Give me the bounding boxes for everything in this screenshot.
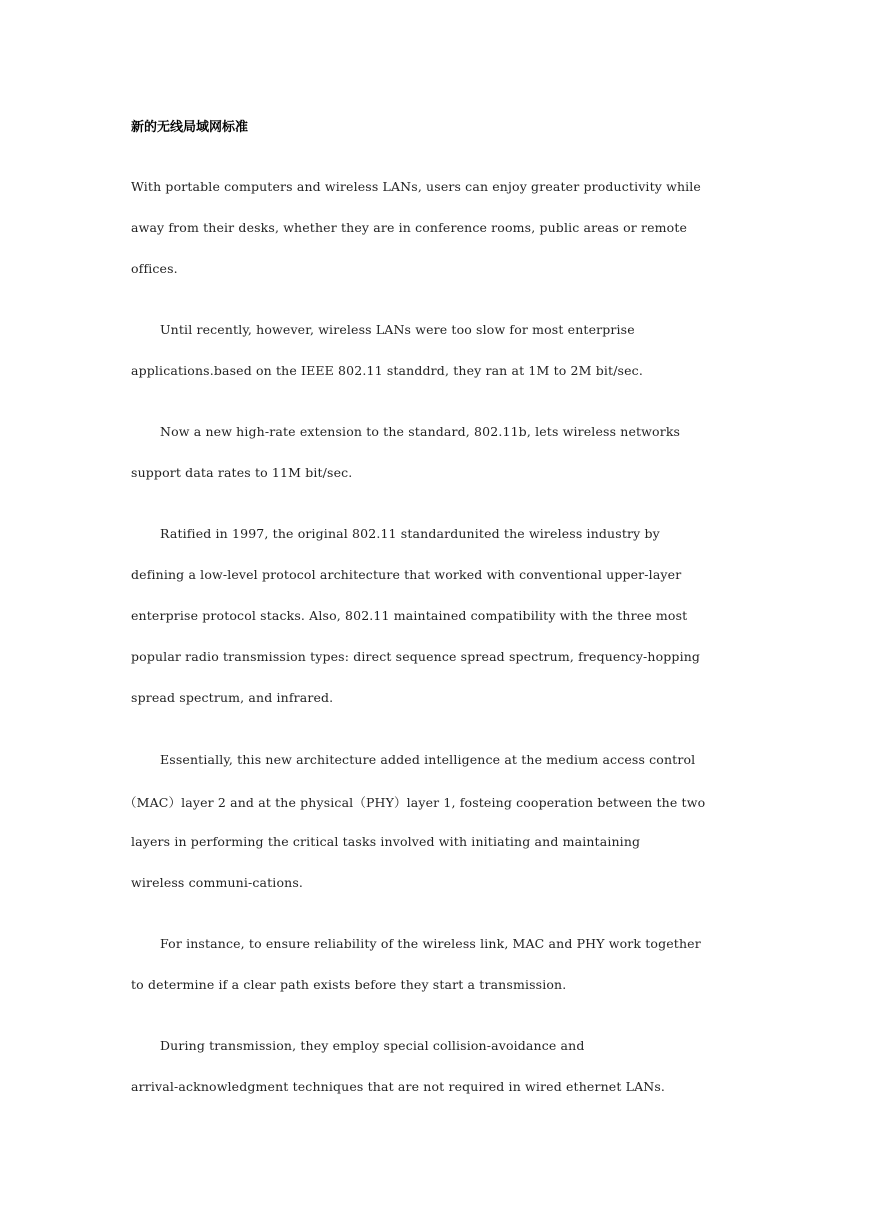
text-line: support data rates to 11M bit/sec. [131,465,353,480]
text-line: defining a low-level protocol architecture that worked with conventional upper-layer [131,567,682,582]
text-line: enterprise protocol stacks. Also, 802.11 maintained compatibility with the three most [131,608,688,623]
text-line: to determine if a clear path exists before they start a transmission. [131,977,567,992]
text-line: Until recently, however, wireless LANs were too slow for most enterprise [160,322,635,337]
text-line: layers in performing the critical tasks involved with initiating and maintaining [131,834,641,849]
text-line: Ratified in 1997, the original 802.11 standardunited the wireless industry by [160,526,660,541]
text-line: arrival-acknowledgment techniques that are not required in wired ethernet LANs. [131,1079,666,1094]
document-title: 新的无线局域网标准 [131,120,249,135]
text-line: With portable computers and wireless LANs, users can enjoy greater productivity while [131,179,701,194]
text-line: Now a new high-rate extension to the standard, 802.11b, lets wireless networks [160,424,681,439]
text-line: （MAC）layer 2 and at the physical（PHY）layer 1, fosteing cooperation between the two [124,795,706,810]
text-line: Essentially, this new architecture added intelligence at the medium access control [160,752,696,767]
text-line: wireless communi-cations. [131,875,304,890]
text-line: spread spectrum, and infrared. [131,690,334,705]
text-line: For instance, to ensure reliability of the wireless link, MAC and PHY work together [160,936,701,951]
text-line: applications.based on the IEEE 802.11 standdrd, they ran at 1M to 2M bit/sec. [131,363,643,378]
text-line: During transmission, they employ special collision-avoidance and [160,1038,585,1053]
text-line: offices. [131,261,178,276]
text-line: popular radio transmission types: direct sequence spread spectrum, frequency-hopping [131,649,701,664]
text-line: away from their desks, whether they are in conference rooms, public areas or remote [131,220,688,235]
